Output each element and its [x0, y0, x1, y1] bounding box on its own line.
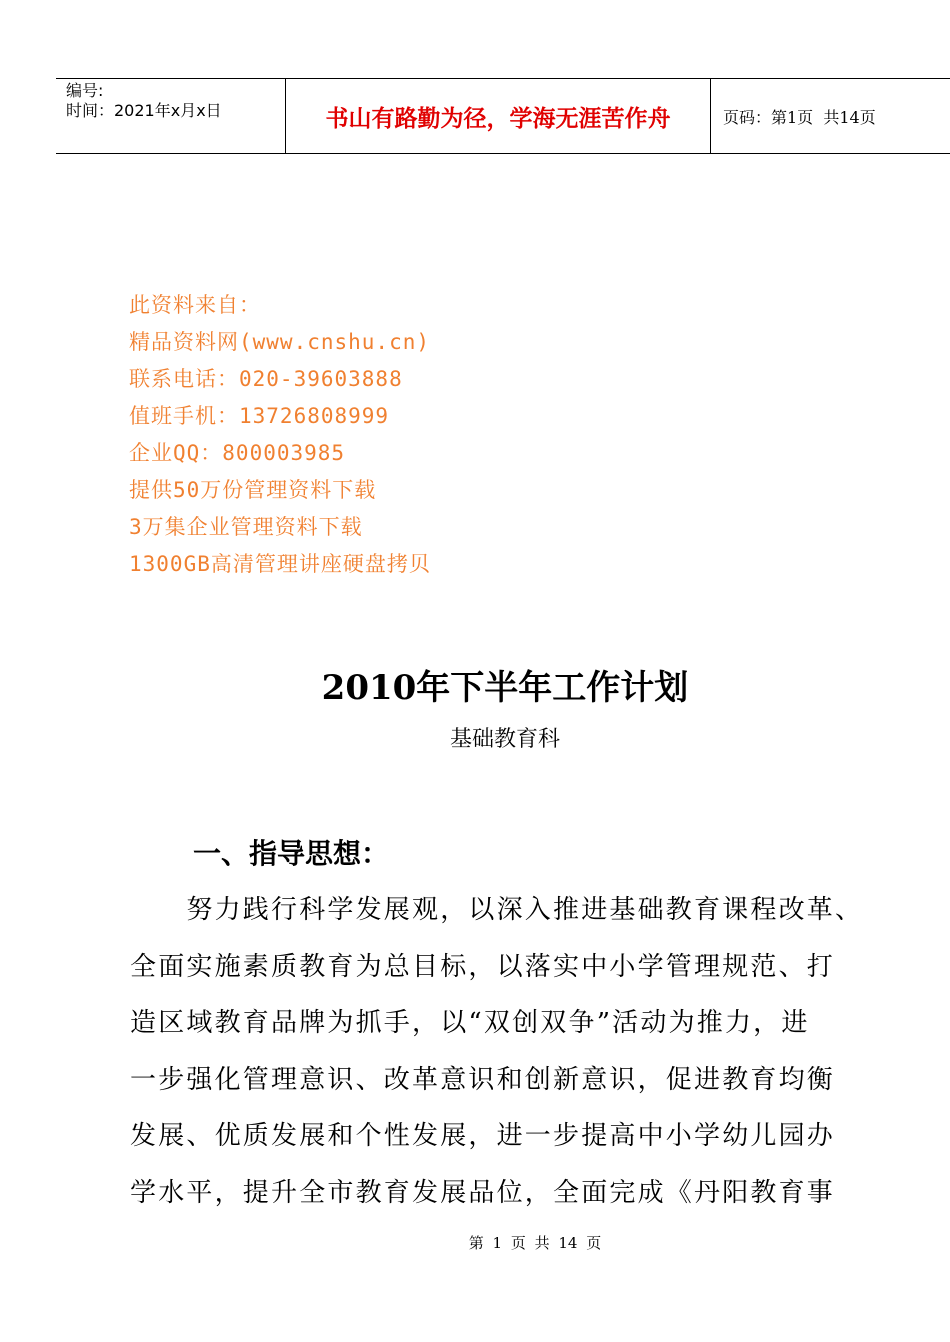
paragraph-line: 发展、优质发展和个性发展，进一步提高中小学幼儿园办 — [130, 1121, 836, 1151]
document-number-label: 编号: — [66, 81, 104, 100]
promo-line: 精品资料网(www.cnshu.cn) — [129, 330, 431, 354]
body-paragraph — [130, 882, 890, 1221]
promo-line: 企业QQ：800003985 — [129, 441, 346, 465]
paragraph-line: 学水平，提升全市教育发展品位，全面完成《丹阳教育事 — [130, 1177, 836, 1208]
section-heading: 一、指导思想： — [193, 837, 390, 870]
promo-line: 值班手机：13726808999 — [129, 404, 390, 428]
document-subtitle: 基础教育科 — [449, 727, 560, 752]
paragraph-line: 一步强化管理意识、改革意识和创新意识，促进教育均衡 — [130, 1064, 836, 1095]
page-header — [56, 78, 950, 154]
promo-line: 3万集企业管理资料下载 — [129, 515, 363, 539]
header-page-info-text: 页码：第1页 共14页 — [723, 107, 876, 127]
paragraph-line: 全面实施素质教育为总目标，以落实中小学管理规范、打 — [130, 951, 836, 982]
promo-line: 此资料来自： — [129, 293, 261, 317]
header-page-info — [711, 79, 950, 153]
page-footer — [0, 1232, 950, 1253]
header-motto: 书山有路勤为径，学海无涯苦作舟 — [285, 79, 711, 153]
promo-block — [129, 287, 431, 583]
document-time-label: 时间：2021年x月x日 — [66, 101, 222, 120]
header-meta — [56, 79, 285, 153]
document-title: 2010年下半年工作计划 — [321, 668, 689, 708]
promo-line: 联系电话：020-39603888 — [129, 367, 403, 391]
paragraph-line: 造区域教育品牌为抓手，以“双创双争”活动为推力，进 — [130, 1008, 810, 1038]
paragraph-line: 努力践行科学发展观，以深入推进基础教育课程改革、 — [130, 895, 864, 925]
promo-line: 提供50万份管理资料下载 — [129, 478, 377, 502]
promo-line: 1300GB高清管理讲座硬盘拷贝 — [129, 552, 431, 576]
footer-page-number: 第 1 页 共 14 页 — [468, 1234, 602, 1252]
